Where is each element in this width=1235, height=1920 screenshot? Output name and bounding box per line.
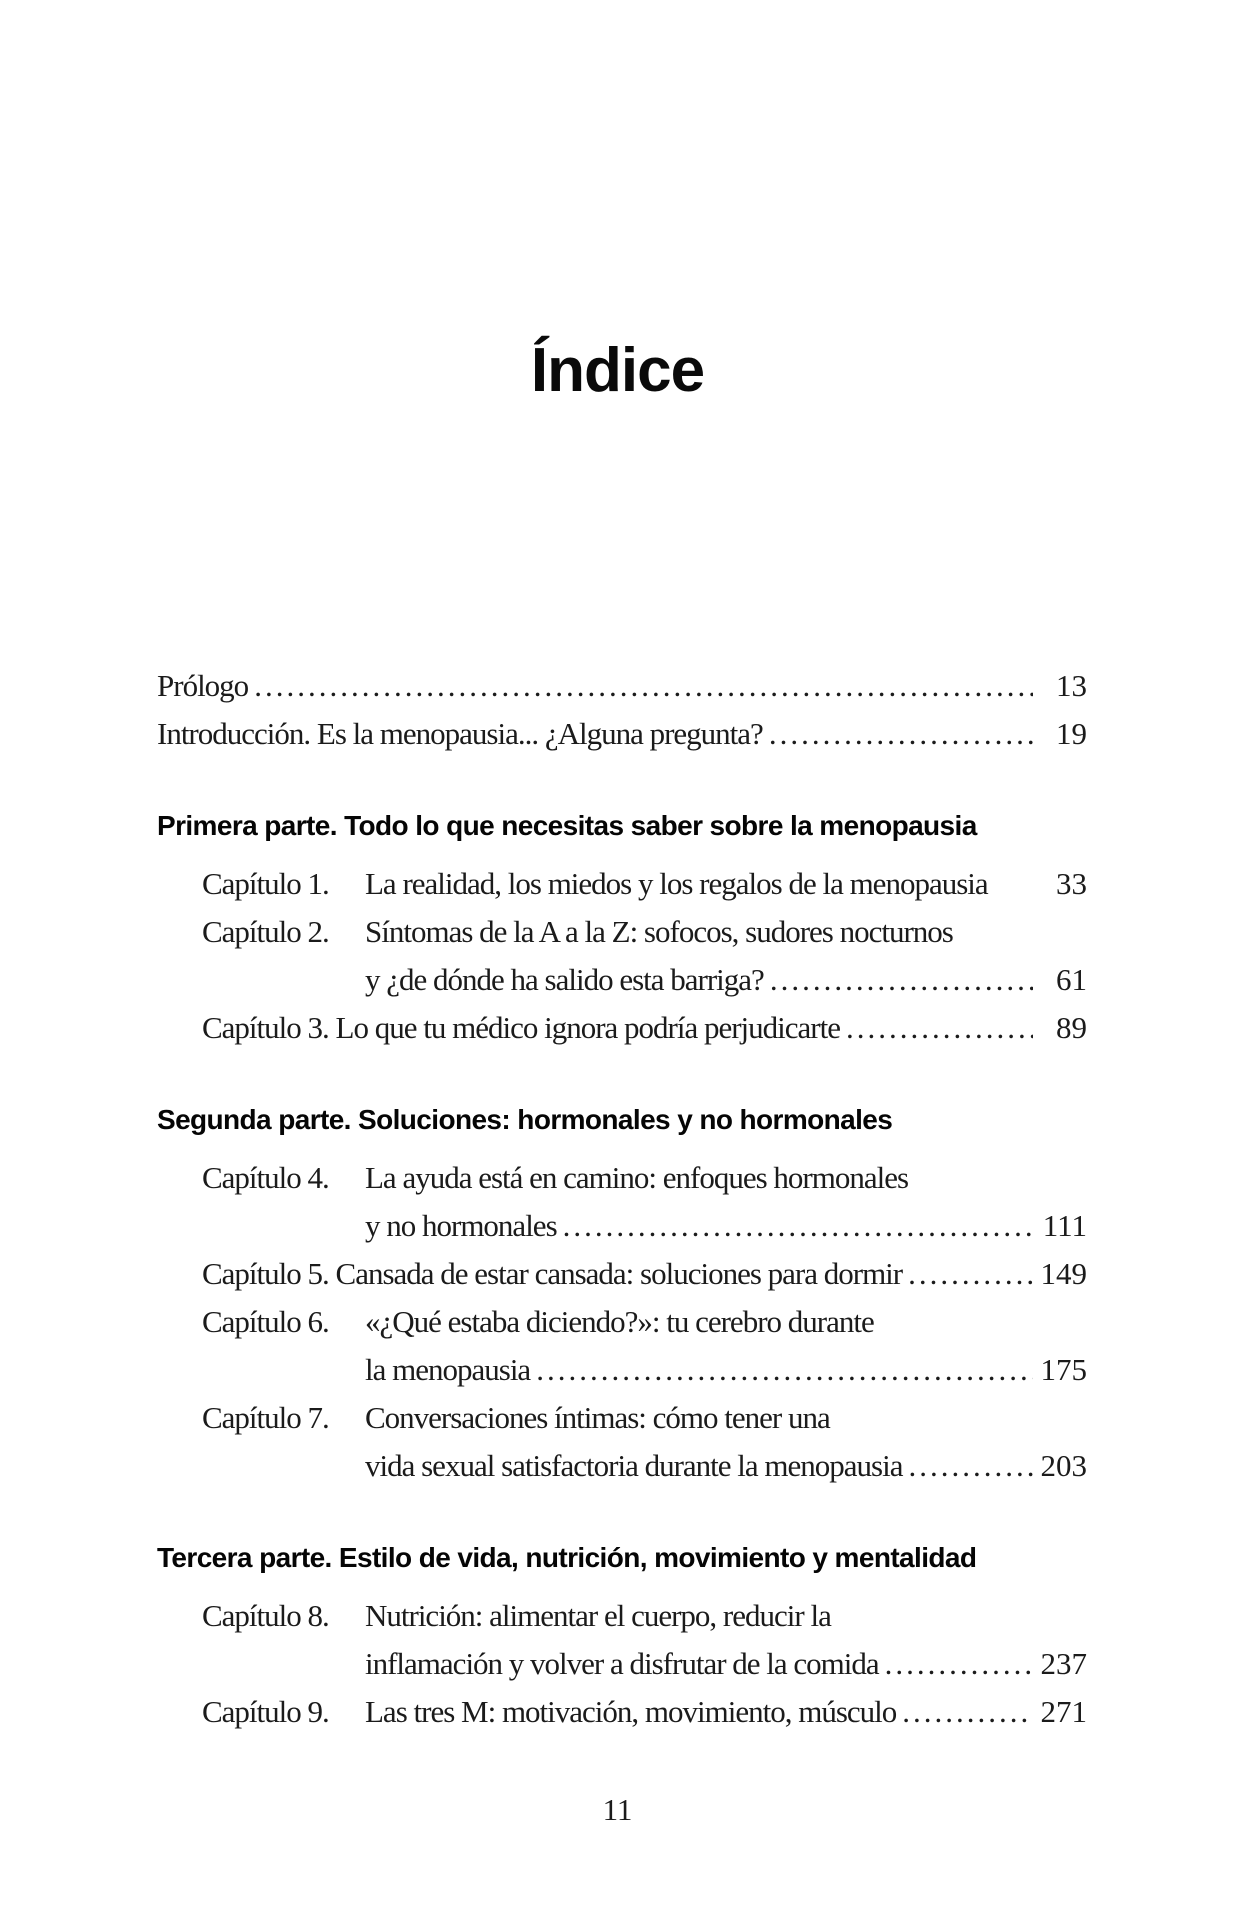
part-heading-primera (157, 802, 1087, 850)
page-number: 61 (1056, 962, 1087, 997)
toc-row-capitulo-3 (157, 1004, 1087, 1052)
toc-row-capitulo-5 (157, 1250, 1087, 1298)
toc-row-capitulo-2 (157, 908, 1087, 956)
dot-leader (846, 1004, 1033, 1052)
chapter-title: Las tres M: motivación, movimiento, músculo (365, 1694, 897, 1729)
dot-leader (908, 1442, 1032, 1490)
toc-row-capitulo-7 (157, 1394, 1087, 1442)
dot-leader (885, 1640, 1033, 1688)
page-number: 149 (1040, 1256, 1087, 1291)
toc-row-introduccion (157, 710, 1087, 758)
entry-text: Introducción. Es la menopausia... ¿Alguna pregunta? (157, 716, 763, 751)
toc-row-capitulo-1 (157, 860, 1087, 908)
chapter-title: «¿Qué estaba diciendo?»: tu cerebro durante (365, 1304, 874, 1339)
chapter-title-continuation: inflamación y volver a disfrutar de la comida (365, 1646, 879, 1681)
chapter-title-continuation: y no hormonales (365, 1208, 557, 1243)
chapter-label: Capítulo 6. (202, 1304, 329, 1339)
page-number: 89 (1056, 1010, 1087, 1045)
chapter-title: La realidad, los miedos y los regalos de la menopausia (365, 866, 988, 901)
chapter-title: Síntomas de la A a la Z: sofocos, sudores nocturnos (365, 914, 953, 949)
page-number: 237 (1040, 1646, 1087, 1681)
chapter-title: Nutrición: alimentar el cuerpo, reducir la (365, 1598, 831, 1633)
chapter-label: Capítulo 8. (202, 1598, 329, 1633)
dot-leader (563, 1202, 1033, 1250)
chapter-label: Capítulo 2. (202, 914, 329, 949)
part-heading-text: Segunda parte. Soluciones: hormonales y no hormonales (157, 1104, 893, 1135)
chapter-label: Capítulo 4. (202, 1160, 329, 1195)
toc-row-capitulo-6-cont (157, 1346, 1087, 1394)
chapter-title-continuation: vida sexual satisfactoria durante la menopausia (365, 1448, 903, 1483)
page-number: 111 (1042, 1208, 1087, 1243)
chapter-title: Capítulo 5. Cansada de estar cansada: soluciones para dormir (202, 1256, 903, 1291)
chapter-title: Capítulo 3. Lo que tu médico ignora podría perjudicarte (202, 1010, 840, 1045)
toc-row-capitulo-6 (157, 1298, 1087, 1346)
chapter-label: Capítulo 7. (202, 1400, 329, 1435)
toc-row-prologo (157, 662, 1087, 710)
part-heading-segunda (157, 1096, 1087, 1144)
chapter-title: La ayuda está en camino: enfoques hormonales (365, 1160, 909, 1195)
dot-leader (770, 956, 1033, 1004)
dot-leader (254, 662, 1033, 710)
dot-leader (769, 710, 1033, 758)
toc-row-capitulo-8 (157, 1592, 1087, 1640)
dot-leader (908, 1250, 1032, 1298)
toc-row-capitulo-8-cont (157, 1640, 1087, 1688)
part-heading-text: Tercera parte. Estilo de vida, nutrición, movimiento y mentalidad (157, 1542, 977, 1573)
part-heading-text: Primera parte. Todo lo que necesitas saber sobre la menopausia (157, 810, 977, 841)
toc-row-capitulo-9 (157, 1688, 1087, 1736)
chapter-title-continuation: la menopausia (365, 1352, 531, 1387)
dot-leader (536, 1346, 1032, 1394)
page-title: Índice (530, 336, 705, 405)
chapter-title-continuation: y ¿de dónde ha salido esta barriga? (365, 962, 764, 997)
chapter-label: Capítulo 9. (202, 1694, 329, 1729)
table-of-contents (157, 662, 1087, 1736)
entry-text: Prólogo (157, 668, 249, 703)
toc-row-capitulo-4 (157, 1154, 1087, 1202)
page-number: 13 (1056, 668, 1087, 703)
folio-page-number: 11 (602, 1792, 633, 1827)
page-number: 271 (1040, 1694, 1087, 1729)
part-heading-tercera (157, 1534, 1087, 1582)
page-number: 19 (1056, 716, 1087, 751)
chapter-title: Conversaciones íntimas: cómo tener una (365, 1400, 830, 1435)
toc-row-capitulo-7-cont (157, 1442, 1087, 1490)
chapter-label: Capítulo 1. (202, 866, 329, 901)
page-number: 175 (1040, 1352, 1087, 1387)
toc-row-capitulo-2-cont (157, 956, 1087, 1004)
dot-leader (902, 1688, 1032, 1736)
page-number: 33 (1056, 866, 1087, 901)
page-number: 203 (1040, 1448, 1087, 1483)
toc-row-capitulo-4-cont (157, 1202, 1087, 1250)
